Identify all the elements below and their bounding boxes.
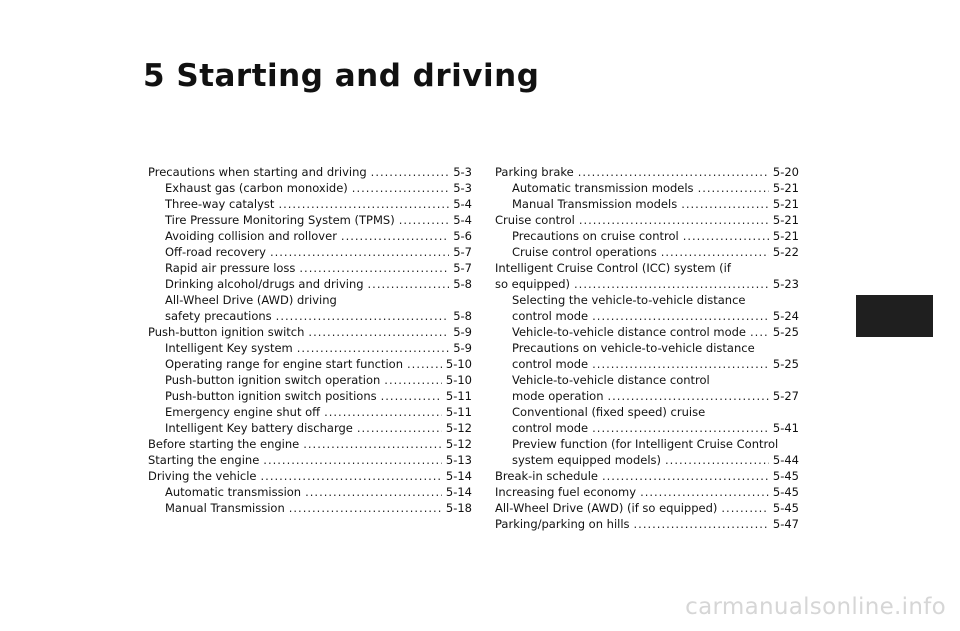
toc-entry[interactable] <box>148 356 472 372</box>
toc-entry-label: Drinking alcohol/drugs and driving <box>165 277 364 291</box>
toc-entry[interactable] <box>495 388 799 404</box>
toc-entry-page: 5-8 <box>453 277 472 291</box>
toc-entry-page: 5-8 <box>453 309 472 323</box>
chapter-thumb-tab <box>856 295 933 337</box>
toc-leader-dots <box>261 468 442 484</box>
toc-leader-dots <box>578 164 769 180</box>
toc-entry-label: control mode <box>512 309 589 323</box>
toc-entry-page: 5-27 <box>772 389 799 403</box>
toc-line: Selecting the vehicle-to-vehicle distance <box>512 293 746 307</box>
toc-entry[interactable] <box>495 516 799 532</box>
toc-leader-dots <box>721 500 768 516</box>
toc-leader-dots <box>368 276 450 292</box>
toc-leader-dots <box>371 164 450 180</box>
toc-entry[interactable] <box>148 340 472 356</box>
toc-line: Vehicle-to-vehicle distance control <box>512 373 710 387</box>
toc-entry[interactable] <box>148 388 472 404</box>
toc-leader-dots <box>602 468 769 484</box>
chapter-title: 5 Starting and driving <box>143 58 540 94</box>
toc-entry[interactable] <box>148 260 472 276</box>
toc-entry-page: 5-21 <box>772 197 799 211</box>
toc-entry-label: Starting the engine <box>148 453 260 467</box>
toc-entry-label: Driving the vehicle <box>148 469 257 483</box>
toc-entry-label: Manual Transmission models <box>512 197 678 211</box>
toc-entry[interactable] <box>495 452 799 468</box>
toc-entry-page: 5-6 <box>453 229 472 243</box>
toc-entry-page: 5-21 <box>772 213 799 227</box>
toc-leader-dots <box>579 212 769 228</box>
toc-leader-dots <box>270 244 449 260</box>
toc-leader-dots <box>681 196 769 212</box>
toc-entry-page: 5-20 <box>772 165 799 179</box>
toc-entry-label: All-Wheel Drive (AWD) (if so equipped) <box>495 501 718 515</box>
toc-entry[interactable] <box>495 228 799 244</box>
toc-entry-page: 5-13 <box>445 453 472 467</box>
toc-line: All-Wheel Drive (AWD) driving <box>165 293 337 307</box>
toc-entry[interactable] <box>148 164 472 180</box>
toc-left-column <box>148 164 472 516</box>
toc-entry[interactable] <box>495 276 799 292</box>
toc-entry-label: Operating range for engine start function <box>165 357 404 371</box>
toc-leader-dots <box>665 452 769 468</box>
toc-leader-dots <box>352 180 449 196</box>
toc-entry-page: 5-11 <box>445 389 472 403</box>
toc-leader-dots <box>308 324 449 340</box>
watermark: carmanualsonline.info <box>685 594 946 620</box>
toc-entry-page: 5-18 <box>445 501 472 515</box>
toc-entry-label: Avoiding collision and rollover <box>165 229 337 243</box>
toc-leader-dots <box>683 228 769 244</box>
toc-entry-page: 5-45 <box>772 485 799 499</box>
toc-entry-label: Parking brake <box>495 165 574 179</box>
toc-entry-page: 5-21 <box>772 181 799 195</box>
toc-entry-label: Exhaust gas (carbon monoxide) <box>165 181 348 195</box>
toc-entry[interactable] <box>148 244 472 260</box>
toc-entry-page: 5-3 <box>453 181 472 195</box>
toc-entry-page: 5-14 <box>445 469 472 483</box>
toc-entry[interactable] <box>148 196 472 212</box>
toc-entry-label: system equipped models) <box>512 453 662 467</box>
toc-entry-label: Parking/parking on hills <box>495 517 630 531</box>
toc-entry-label: Automatic transmission <box>165 485 302 499</box>
toc-entry-label: Push-button ignition switch operation <box>165 373 381 387</box>
toc-entry-label: so equipped) <box>495 277 571 291</box>
toc-leader-dots <box>276 308 450 324</box>
toc-entry-label: Push-button ignition switch positions <box>165 389 377 403</box>
toc-entry-page: 5-4 <box>453 213 472 227</box>
toc-entry[interactable] <box>495 308 799 324</box>
toc-entry[interactable] <box>148 276 472 292</box>
toc-entry-label: Automatic transmission models <box>512 181 694 195</box>
toc-entry-label: Intelligent Key battery discharge <box>165 421 353 435</box>
toc-entry[interactable] <box>148 420 472 436</box>
toc-leader-dots <box>341 228 449 244</box>
toc-entry[interactable] <box>495 324 799 340</box>
toc-entry-page: 5-25 <box>772 325 799 339</box>
toc-leader-dots <box>592 420 769 436</box>
toc-entry-label: Off-road recovery <box>165 245 266 259</box>
toc-entry-page: 5-22 <box>772 245 799 259</box>
toc-entry-label: Tire Pressure Monitoring System (TPMS) <box>165 213 395 227</box>
toc-entry-label: safety precautions <box>165 309 272 323</box>
toc-leader-dots <box>407 356 442 372</box>
toc-entry[interactable] <box>148 228 472 244</box>
toc-leader-dots <box>357 420 442 436</box>
toc-entry[interactable] <box>148 484 472 500</box>
toc-entry-page: 5-11 <box>445 405 472 419</box>
toc-entry-page: 5-45 <box>772 469 799 483</box>
toc-entry[interactable] <box>495 212 799 228</box>
toc-entry-page: 5-45 <box>772 501 799 515</box>
toc-entry-page: 5-14 <box>445 485 472 499</box>
toc-leader-dots <box>324 404 442 420</box>
toc-entry[interactable] <box>495 196 799 212</box>
toc-entry[interactable] <box>148 500 472 516</box>
toc-entry-page: 5-3 <box>453 165 472 179</box>
toc-entry-page: 5-24 <box>772 309 799 323</box>
toc-entry-page: 5-12 <box>445 421 472 435</box>
toc-entry-label: Three-way catalyst <box>165 197 275 211</box>
toc-leader-dots <box>698 180 769 196</box>
toc-entry[interactable] <box>148 180 472 196</box>
toc-entry-page: 5-12 <box>445 437 472 451</box>
toc-leader-dots <box>289 500 442 516</box>
toc-entry-label: Rapid air pressure loss <box>165 261 296 275</box>
toc-entry[interactable] <box>148 468 472 484</box>
toc-entry[interactable] <box>148 452 472 468</box>
toc-entry[interactable] <box>495 356 799 372</box>
toc-entry-page: 5-10 <box>445 357 472 371</box>
toc-leader-dots <box>607 388 768 404</box>
toc-right-column <box>495 164 799 532</box>
toc-leader-dots <box>278 196 449 212</box>
toc-line: Intelligent Cruise Control (ICC) system (if <box>495 261 731 275</box>
toc-entry[interactable] <box>495 484 799 500</box>
toc-entry-label: mode operation <box>512 389 604 403</box>
toc-leader-dots <box>305 484 442 500</box>
toc-leader-dots <box>592 308 769 324</box>
toc-leader-dots <box>381 388 442 404</box>
toc-leader-dots <box>574 276 769 292</box>
toc-leader-dots <box>299 260 449 276</box>
toc-entry[interactable] <box>148 308 472 324</box>
toc-entry-page: 5-23 <box>772 277 799 291</box>
toc-entry-page: 5-25 <box>772 357 799 371</box>
toc-leader-dots <box>384 372 442 388</box>
toc-entry[interactable] <box>495 468 799 484</box>
toc-entry-label: Before starting the engine <box>148 437 300 451</box>
toc-entry-label: Manual Transmission <box>165 501 285 515</box>
toc-leader-dots <box>661 244 769 260</box>
toc-leader-dots <box>263 452 442 468</box>
toc-entry[interactable] <box>495 244 799 260</box>
toc-entry-label: Precautions when starting and driving <box>148 165 367 179</box>
toc-line: Preview function (for Intelligent Cruise Control <box>512 437 779 451</box>
toc-entry[interactable] <box>495 180 799 196</box>
toc-entry[interactable] <box>148 212 472 228</box>
toc-entry-page: 5-21 <box>772 229 799 243</box>
toc-leader-dots <box>592 356 769 372</box>
toc-leader-dots <box>399 212 450 228</box>
toc-entry-label: Push-button ignition switch <box>148 325 305 339</box>
toc-entry-label: Increasing fuel economy <box>495 485 637 499</box>
toc-entry-page: 5-41 <box>772 421 799 435</box>
toc-leader-dots <box>640 484 769 500</box>
toc-entry-page: 5-47 <box>772 517 799 531</box>
toc-entry[interactable] <box>495 500 799 516</box>
toc-line: Conventional (fixed speed) cruise <box>512 405 706 419</box>
toc-entry[interactable] <box>495 420 799 436</box>
toc-entry-label: Precautions on cruise control <box>512 229 679 243</box>
toc-leader-dots <box>750 324 769 340</box>
toc-entry-page: 5-7 <box>453 261 472 275</box>
toc-entry-label: Emergency engine shut off <box>165 405 321 419</box>
toc-leader-dots <box>303 436 442 452</box>
toc-entry-label: control mode <box>512 357 589 371</box>
toc-entry-label: control mode <box>512 421 589 435</box>
toc-leader-dots <box>634 516 769 532</box>
toc-entry[interactable] <box>148 324 472 340</box>
toc-entry-label: Cruise control <box>495 213 575 227</box>
toc-entry-label: Intelligent Key system <box>165 341 293 355</box>
toc-entry-page: 5-9 <box>453 325 472 339</box>
toc-entry-page: 5-4 <box>453 197 472 211</box>
toc-line: Precautions on vehicle-to-vehicle distance <box>512 341 755 355</box>
toc-entry-label: Break-in schedule <box>495 469 598 483</box>
toc-entry-page: 5-7 <box>453 245 472 259</box>
toc-entry-page: 5-10 <box>445 373 472 387</box>
toc-entry-page: 5-44 <box>772 453 799 467</box>
toc-entry[interactable] <box>148 404 472 420</box>
toc-entry-label: Cruise control operations <box>512 245 657 259</box>
toc-entry-label: Vehicle-to-vehicle distance control mode <box>512 325 747 339</box>
toc-entry[interactable] <box>495 164 799 180</box>
toc-entry[interactable] <box>148 372 472 388</box>
toc-entry-page: 5-9 <box>453 341 472 355</box>
toc-entry[interactable] <box>148 436 472 452</box>
toc-leader-dots <box>297 340 449 356</box>
